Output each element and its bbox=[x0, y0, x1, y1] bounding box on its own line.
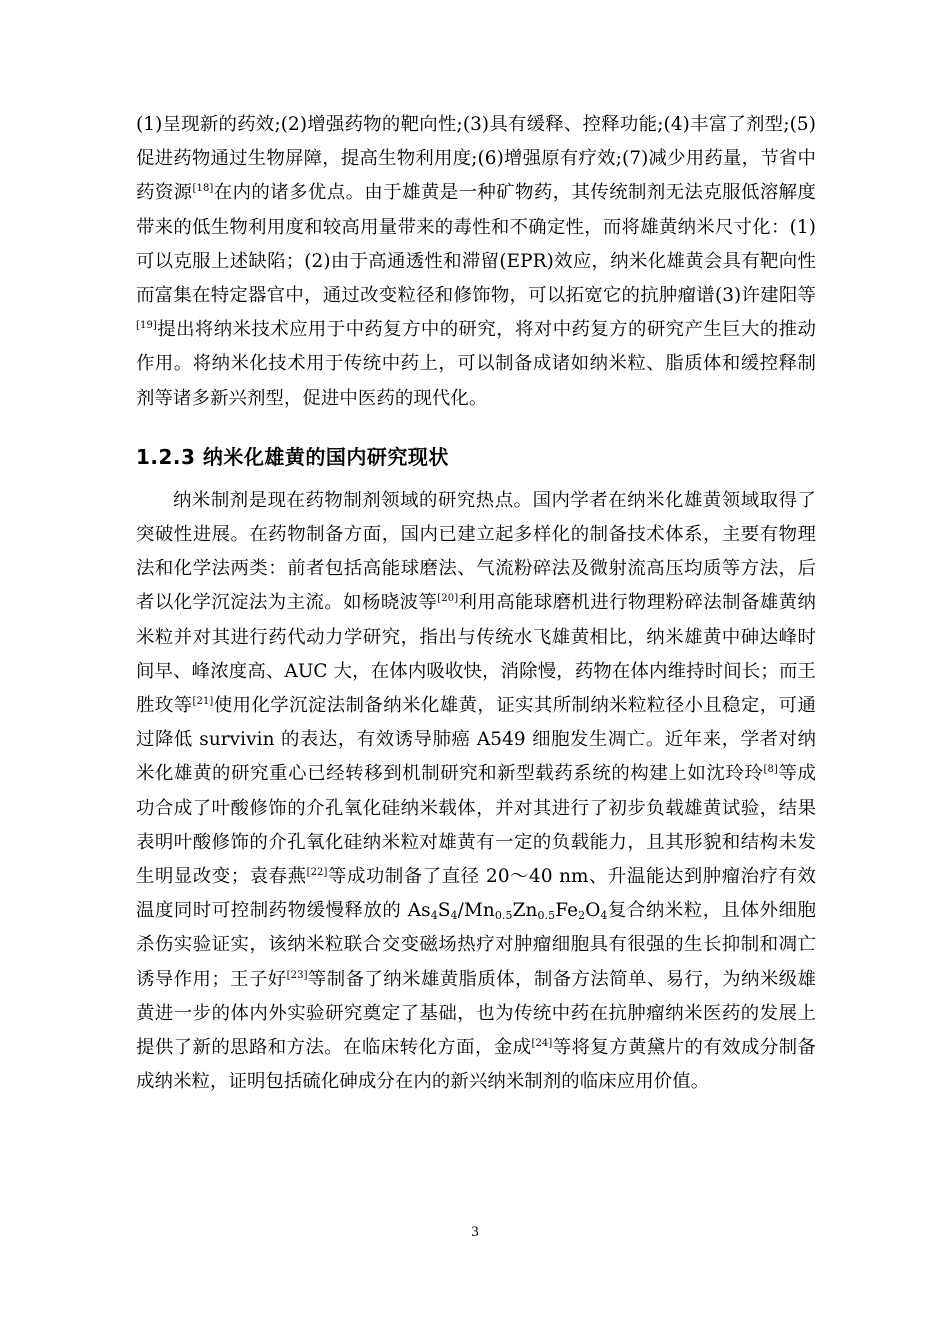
citation-ref: [8] bbox=[763, 764, 778, 776]
text-span: 复合纳米粒，且体外细胞杀伤实验证实，该纳米粒联合交变磁场热疗对肿瘤细胞具有很强的生长抑制和凋亡诱导作用；王子好 bbox=[136, 900, 816, 990]
text-span: 纳米制剂是现在药物制剂领域的研究热点。国内学者在纳米化雄黄领域取得了突破性进展。在药物制备方面，国内已建立起多样化的制备技术体系，主要有物理法和化学法两类：前者包括高能球磨法、气流粉碎法及微射流高压均质等方法，后者以化学沉淀法为主流。如杨晓波等 bbox=[136, 489, 816, 614]
subscript: 2 bbox=[578, 909, 586, 923]
section-heading: 1.2.3 纳米化雄黄的国内研究现状 bbox=[136, 444, 449, 469]
citation-ref: [20] bbox=[437, 593, 459, 605]
text-span: 提出将纳米技术应用于中药复方中的研究，将对中药复方的研究产生巨大的推动作用。将纳米化技术用于传统中药上，可以制备成诸如纳米粒、脂质体和缓控释制剂等诸多新兴剂型，促进中医药的现代化。 bbox=[136, 319, 816, 409]
text-span: 等成功制备了直径 20～40 nm、升温能达到肿瘤治疗有效温度同时可控制药物缓慢释放的 bbox=[136, 866, 816, 922]
page-number: 3 bbox=[471, 1224, 479, 1240]
text-span: 在内的诸多优点。由于雄黄是一种矿物药，其传统制剂无法克服低溶解度带来的低生物利用度和较高用量带来的毒性和不确定性，而将雄黄纳米尺寸化：(1)可以克服上述缺陷；(2)由于高通透性和滞留(EPR)效应，纳米化雄黄会具有靶向性而富集在特定器官中，通过改变粒径和修饰物，可以拓宽它的抗肿瘤谱(3)许建阳等 bbox=[136, 182, 816, 307]
text-span: 利用高能球磨机进行物理粉碎法制备雄黄纳米粒并对其进行药代动力学研究，指出与传统水飞雄黄相比，纳米雄黄中砷达峰时间早、峰浓度高、AUC 大，在体内吸收快，消除慢，药物在体内维持时间长；而王胜玫等 bbox=[136, 592, 816, 717]
document-body bbox=[136, 108, 816, 1099]
text-span: 等将复方黄黛片的有效成分制备成纳米粒，证明包括硫化砷成分在内的新兴纳米制剂的临床应用价值。 bbox=[136, 1037, 816, 1093]
element-symbol: O bbox=[585, 900, 601, 922]
citation-ref: [24] bbox=[531, 1038, 553, 1050]
element-symbol: Zn bbox=[512, 900, 538, 922]
chemical-formula bbox=[408, 900, 608, 921]
element-symbol: As bbox=[407, 900, 431, 922]
subscript: 0.5 bbox=[494, 909, 513, 923]
element-symbol: S bbox=[437, 900, 451, 922]
subscript: 4 bbox=[450, 909, 458, 923]
citation-ref: [21] bbox=[192, 696, 214, 708]
citation-ref: [18] bbox=[192, 183, 214, 195]
subscript: 0.5 bbox=[537, 909, 556, 923]
formula-separator: / bbox=[457, 900, 464, 922]
text-span: (1)呈现新的药效;(2)增强药物的靶向性;(3)具有缓释、控释功能;(4)丰富了剂型;(5)促进药物通过生物屏障，提高生物利用度;(6)增强原有疗效;(7)减少用药量，节省中药资源 bbox=[136, 114, 816, 204]
element-symbol: Mn bbox=[463, 900, 495, 922]
text-span: 使用化学沉淀法制备纳米化雄黄，证实其所制纳米粒粒径小且稳定，可通过降低 survivin 的表达，有效诱导肺癌 A549 细胞发生凋亡。近年来，学者对纳米化雄黄的研究重心已经转移到机制研究和新型载药系统的构建上如沈玲玲 bbox=[136, 695, 816, 785]
citation-ref: [19] bbox=[136, 320, 157, 332]
citation-ref: [23] bbox=[286, 969, 308, 981]
subscript: 4 bbox=[600, 909, 608, 923]
text-span: 等成功合成了叶酸修饰的介孔氧化硅纳米载体，并对其进行了初步负载雄黄试验，结果表明叶酸修饰的介孔氧化硅纳米粒对雄黄有一定的负载能力，且其形貌和结构未发生明显改变；袁春燕 bbox=[136, 763, 816, 888]
text-span: 等制备了纳米雄黄脂质体，制备方法简单、易行，为纳米级雄黄进一步的体内外实验研究奠定了基础，也为传统中药在抗肿瘤纳米医药的发展上提供了新的思路和方法。在临床转化方面，金成 bbox=[136, 968, 816, 1059]
subscript: 4 bbox=[430, 909, 438, 923]
element-symbol: Fe bbox=[555, 900, 579, 922]
citation-ref: [22] bbox=[306, 867, 328, 879]
paragraph-nano-advantages bbox=[136, 108, 816, 416]
paragraph-domestic-research bbox=[136, 484, 816, 1100]
